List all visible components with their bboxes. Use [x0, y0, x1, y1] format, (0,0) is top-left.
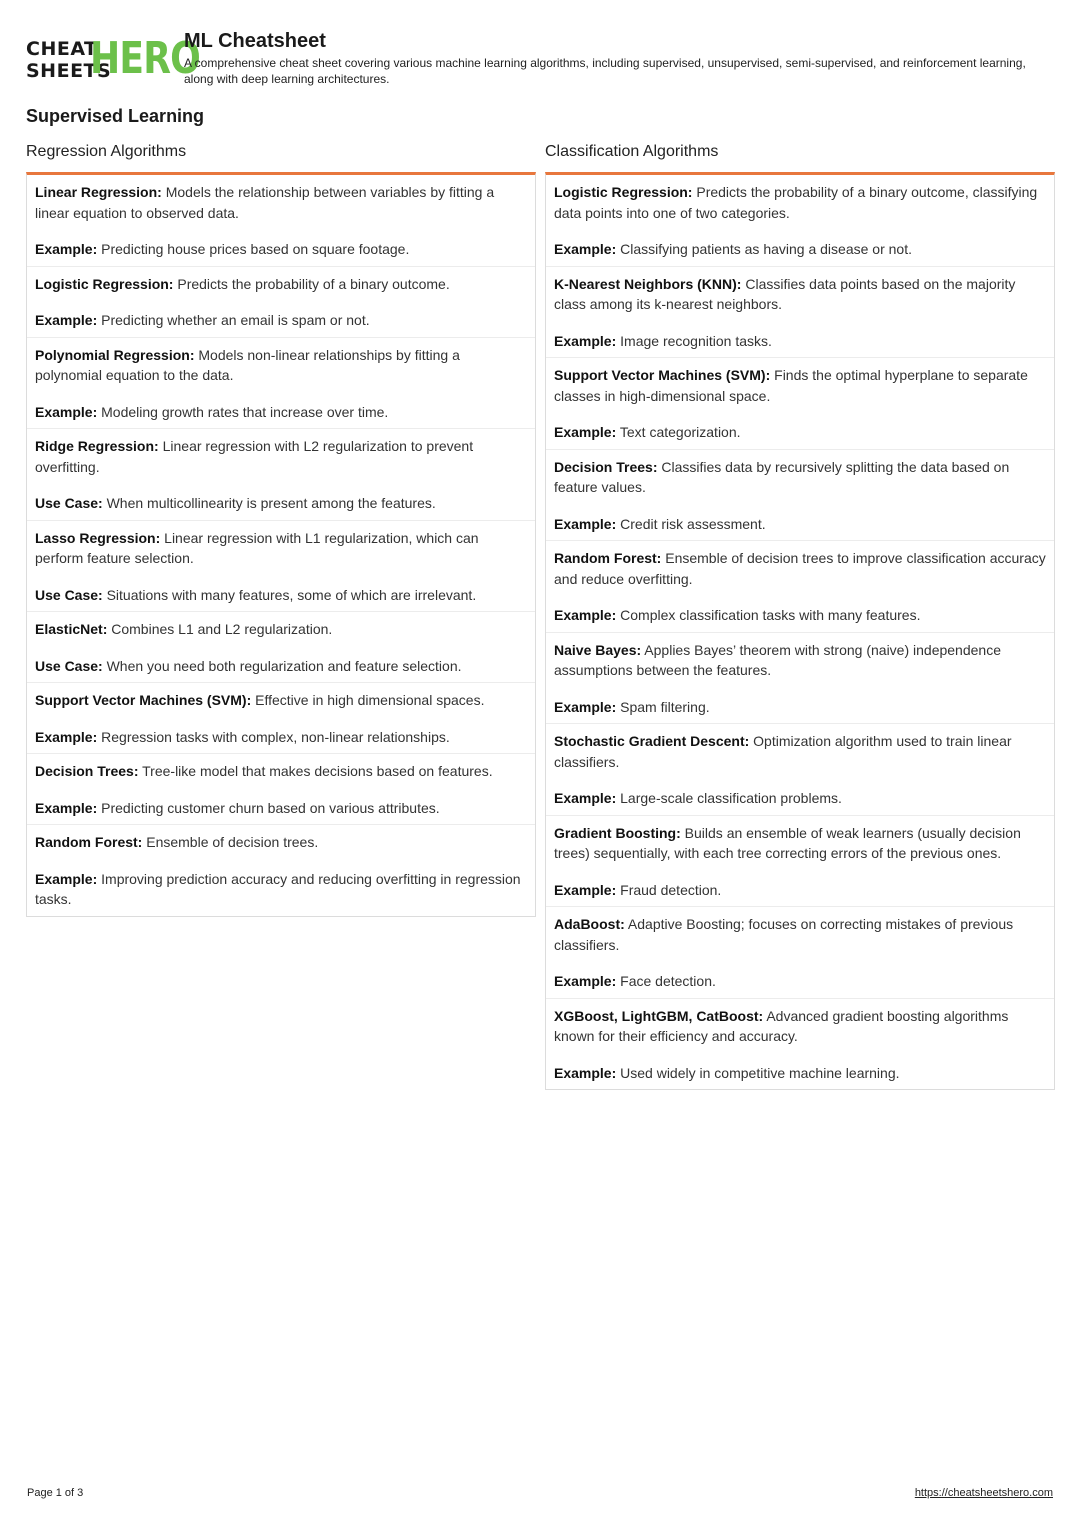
regression-column — [26, 142, 536, 917]
list-item — [546, 633, 1054, 725]
list-item — [546, 450, 1054, 542]
item-example-label: Example: — [554, 515, 617, 532]
list-item — [546, 724, 1054, 816]
classification-column — [545, 142, 1055, 1090]
item-desc-text: Predicts the probability of a binary outcome. — [177, 275, 450, 292]
classification-card — [545, 172, 1055, 1090]
item-example — [35, 798, 527, 819]
item-term: Linear Regression: — [35, 184, 162, 200]
item-example — [554, 239, 1046, 260]
list-item — [27, 683, 535, 754]
list-item — [546, 816, 1054, 908]
item-example — [35, 310, 527, 331]
list-item — [546, 907, 1054, 999]
item-example-label: Example: — [554, 973, 617, 989]
item-example-label: Use Case: — [35, 586, 103, 603]
item-desc-text: Classifies data points based on the majority class among its k-nearest neighbors. — [554, 275, 1016, 312]
item-description — [554, 914, 1046, 955]
item-example-text: Text categorization. — [619, 424, 741, 440]
page-title: ML Cheatsheet — [184, 30, 326, 52]
item-desc-text: Linear regression with L2 regularization to prevent overfitting. — [35, 438, 474, 475]
item-term: K-Nearest Neighbors (KNN): — [554, 275, 742, 292]
item-description — [35, 832, 527, 853]
logo-sheets-text: SHEETS — [26, 60, 112, 82]
item-term: Support Vector Machines (SVM): — [554, 367, 771, 383]
item-term: Polynomial Regression: — [35, 346, 195, 363]
item-example-label: Example: — [554, 607, 617, 623]
item-term: Stochastic Gradient Descent: — [554, 733, 750, 749]
page-number: Page 1 of 3 — [27, 1487, 84, 1499]
item-example — [35, 239, 527, 260]
regression-title: Regression Algorithms — [26, 143, 187, 160]
item-desc-text: Finds the optimal hyperplane to separate classes in high-dimensional space. — [554, 367, 1028, 404]
item-example — [554, 880, 1046, 901]
item-desc-text: Ensemble of decision trees. — [146, 834, 319, 850]
item-description — [554, 182, 1046, 223]
item-desc-text: Combines L1 and L2 regularization. — [111, 621, 333, 637]
list-item — [546, 358, 1054, 450]
item-example — [554, 1063, 1046, 1084]
item-term: XGBoost, LightGBM, CatBoost: — [554, 1007, 764, 1024]
item-example-label: Example: — [554, 1064, 617, 1081]
list-item — [27, 521, 535, 613]
list-item — [27, 338, 535, 430]
item-term: Gradient Boosting: — [554, 824, 681, 841]
item-description — [554, 1006, 1046, 1047]
item-example — [554, 697, 1046, 718]
item-example-label: Example: — [35, 728, 98, 745]
regression-card — [26, 172, 536, 917]
page-subtitle: A comprehensive cheat sheet covering various machine learning algorithms, including supervised, unsupervised, semi-supervised, and reinforcement learning, along with deep learning architectures. — [184, 56, 1026, 86]
item-term: Random Forest: — [35, 834, 143, 850]
list-item — [546, 541, 1054, 633]
item-example-text: Regression tasks with complex, non-linear relationships. — [101, 728, 450, 745]
item-example-label: Example: — [554, 698, 617, 715]
item-term: Ridge Regression: — [35, 438, 159, 454]
item-example-label: Example: — [35, 799, 98, 816]
item-term: AdaBoost: — [554, 916, 625, 932]
item-term: Logistic Regression: — [35, 275, 174, 292]
list-item — [546, 175, 1054, 267]
item-description — [554, 823, 1046, 864]
item-description — [35, 436, 527, 477]
item-example-text: Improving prediction accuracy and reducing overfitting in regression tasks. — [35, 870, 521, 907]
classification-title: Classification Algorithms — [545, 143, 719, 160]
item-example-label: Use Case: — [35, 657, 103, 674]
item-term: Random Forest: — [554, 550, 662, 566]
item-desc-text: Ensemble of decision trees to improve classification accuracy and reduce overfitting. — [554, 550, 1046, 587]
item-desc-text: Optimization algorithm used to train linear classifiers. — [554, 733, 1012, 770]
item-example-text: When multicollinearity is present among the features. — [106, 495, 436, 511]
item-description — [35, 345, 527, 386]
item-description — [35, 274, 527, 295]
list-item — [546, 267, 1054, 359]
item-desc-text: Applies Bayes’ theorem with strong (naive) independence assumptions between the features. — [554, 641, 1001, 678]
item-example-text: Predicting whether an email is spam or not. — [101, 312, 370, 328]
item-example-label: Use Case: — [35, 495, 103, 511]
item-desc-text: Predicts the probability of a binary outcome, classifying data points into one of two categories. — [554, 184, 1038, 221]
item-desc-text: Effective in high dimensional spaces. — [255, 692, 485, 708]
item-example-text: Complex classification tasks with many features. — [620, 607, 921, 623]
item-example-label: Example: — [554, 424, 617, 440]
item-example — [554, 788, 1046, 809]
logo-hero-text: HERO — [90, 33, 201, 84]
item-example-label: Example: — [554, 881, 617, 898]
item-description — [554, 548, 1046, 589]
item-example-text: When you need both regularization and feature selection. — [106, 657, 462, 674]
item-term: Naive Bayes: — [554, 641, 642, 658]
item-example — [35, 493, 527, 514]
logo-cheat-text: CHEAT — [26, 38, 98, 60]
item-example-text: Situations with many features, some of which are irrelevant. — [106, 586, 477, 603]
item-term: ElasticNet: — [35, 621, 108, 637]
list-item — [27, 175, 535, 267]
item-example — [35, 656, 527, 677]
item-example — [35, 402, 527, 423]
item-example-text: Modeling growth rates that increase over time. — [101, 403, 389, 420]
item-description — [35, 690, 527, 711]
item-example-text: Image recognition tasks. — [620, 332, 772, 349]
item-desc-text: Adaptive Boosting; focuses on correcting mistakes of previous classifiers. — [554, 916, 1014, 953]
list-item — [27, 754, 535, 825]
item-description — [35, 182, 527, 223]
item-example-label: Example: — [554, 241, 617, 257]
item-example-text: Predicting customer churn based on various attributes. — [101, 799, 440, 816]
item-desc-text: Classifies data by recursively splitting the data based on feature values. — [554, 458, 1010, 495]
item-desc-text: Models the relationship between variables by fitting a linear equation to observed data. — [35, 184, 495, 221]
item-example-text: Face detection. — [620, 973, 716, 989]
item-description — [554, 640, 1046, 681]
item-term: Logistic Regression: — [554, 184, 693, 200]
item-description — [35, 528, 527, 569]
item-desc-text: Models non-linear relationships by fitting a polynomial equation to the data. — [35, 346, 460, 383]
item-example-label: Example: — [554, 790, 617, 806]
item-example-text: Large-scale classification problems. — [620, 790, 842, 806]
item-example — [554, 971, 1046, 992]
item-example-text: Classifying patients as having a disease or not. — [620, 241, 912, 257]
item-example — [554, 331, 1046, 352]
item-desc-text: Advanced gradient boosting algorithms known for their efficiency and accuracy. — [554, 1007, 1009, 1044]
item-description — [554, 457, 1046, 498]
cheatsheetshero-logo[interactable] — [26, 33, 201, 86]
item-term: Decision Trees: — [35, 763, 139, 779]
item-example-text: Used widely in competitive machine learning. — [620, 1064, 900, 1081]
item-example-label: Example: — [554, 332, 617, 349]
item-desc-text: Linear regression with L1 regularization, which can perform feature selection. — [35, 529, 479, 566]
item-example — [554, 514, 1046, 535]
item-example-label: Example: — [35, 312, 98, 328]
item-example-label: Example: — [35, 870, 98, 887]
item-term: Lasso Regression: — [35, 529, 161, 546]
list-item — [27, 267, 535, 338]
item-description — [35, 761, 527, 782]
item-example-label: Example: — [35, 403, 98, 420]
item-example — [35, 869, 527, 910]
item-example-text: Predicting house prices based on square footage. — [101, 241, 410, 257]
item-example — [35, 585, 527, 606]
item-example — [35, 727, 527, 748]
list-item — [546, 999, 1054, 1090]
item-description — [554, 365, 1046, 406]
item-example-text: Fraud detection. — [620, 881, 722, 898]
item-example — [554, 605, 1046, 626]
list-item — [27, 825, 535, 916]
item-description — [35, 619, 527, 640]
item-term: Decision Trees: — [554, 458, 658, 475]
item-description — [554, 731, 1046, 772]
item-example-text: Spam filtering. — [620, 698, 710, 715]
item-desc-text: Tree-like model that makes decisions based on features. — [142, 763, 493, 779]
item-description — [554, 274, 1046, 315]
item-term: Support Vector Machines (SVM): — [35, 692, 252, 708]
list-item — [27, 612, 535, 683]
site-link[interactable]: https://cheatsheetshero.com — [914, 1487, 1053, 1499]
item-example-text: Credit risk assessment. — [620, 515, 766, 532]
page-header — [26, 28, 1056, 98]
item-example — [554, 422, 1046, 443]
section-title: Supervised Learning — [26, 106, 205, 126]
item-desc-text: Builds an ensemble of weak learners (usually decision trees) sequentially, with each tree correcting errors of the previous ones. — [554, 824, 1021, 861]
list-item — [27, 429, 535, 521]
item-example-label: Example: — [35, 241, 98, 257]
